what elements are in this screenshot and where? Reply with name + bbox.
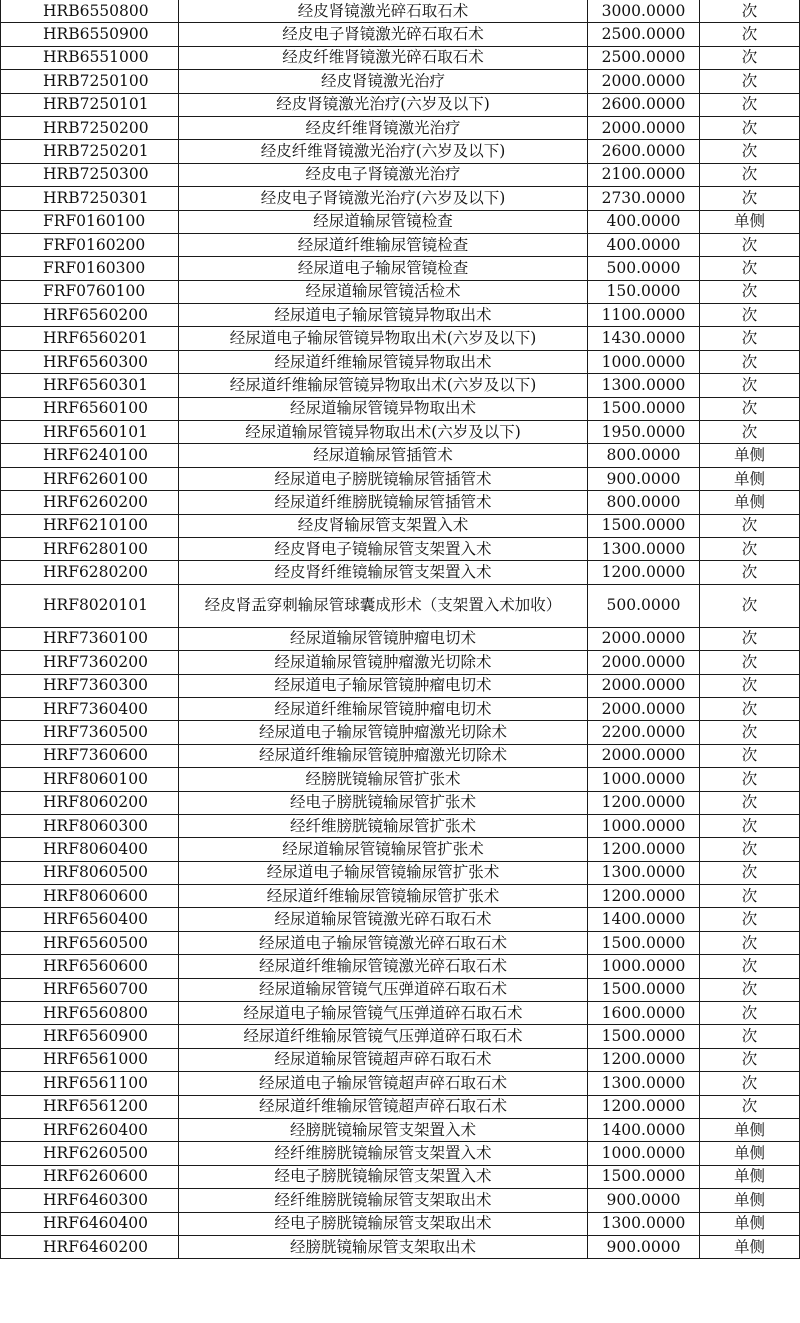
table-row (1, 955, 800, 978)
item-code-cell: HRB7250300 (1, 163, 179, 186)
item-code-cell: HRB7250200 (1, 116, 179, 139)
table-row (1, 651, 800, 674)
item-name-cell: 经尿道纤维输尿管镜肿瘤激光切除术 (179, 744, 588, 767)
table-row (1, 931, 800, 954)
item-price-cell: 1950.0000 (588, 421, 700, 444)
item-price-cell: 2600.0000 (588, 140, 700, 163)
item-code-cell: HRF6561100 (1, 1072, 179, 1095)
item-price-cell: 3000.0000 (588, 0, 700, 23)
item-name-cell: 经皮纤维肾镜激光治疗 (179, 116, 588, 139)
item-unit-cell: 次 (700, 280, 800, 303)
item-name-cell: 经尿道输尿管镜超声碎石取石术 (179, 1048, 588, 1071)
item-name-cell: 经纤维膀胱镜输尿管扩张术 (179, 814, 588, 837)
table-row (1, 1165, 800, 1188)
item-price-cell: 2500.0000 (588, 23, 700, 46)
table-row (1, 861, 800, 884)
table-row (1, 744, 800, 767)
item-name-cell: 经皮肾镜激光碎石取石术 (179, 0, 588, 23)
item-code-cell: HRF7360200 (1, 651, 179, 674)
item-unit-cell: 次 (700, 674, 800, 697)
table-row (1, 584, 800, 627)
item-code-cell: HRF6560300 (1, 350, 179, 373)
item-price-cell: 1000.0000 (588, 1142, 700, 1165)
item-unit-cell: 次 (700, 93, 800, 116)
item-name-cell: 经尿道纤维输尿管镜异物取出术(六岁及以下) (179, 374, 588, 397)
item-unit-cell: 次 (700, 304, 800, 327)
table-row (1, 233, 800, 256)
table-row (1, 885, 800, 908)
item-price-cell: 1400.0000 (588, 908, 700, 931)
item-price-cell: 1100.0000 (588, 304, 700, 327)
table-row (1, 210, 800, 233)
item-name-cell: 经膀胱镜输尿管扩张术 (179, 768, 588, 791)
item-name-cell: 经尿道输尿管插管术 (179, 444, 588, 467)
item-code-cell: HRF6560101 (1, 421, 179, 444)
table-row (1, 397, 800, 420)
table-row (1, 467, 800, 490)
item-code-cell: HRF6560200 (1, 304, 179, 327)
item-price-cell: 500.0000 (588, 584, 700, 627)
item-price-cell: 800.0000 (588, 491, 700, 514)
item-unit-cell: 次 (700, 0, 800, 23)
item-code-cell: FRF0160300 (1, 257, 179, 280)
item-code-cell: HRB7250201 (1, 140, 179, 163)
table-row (1, 1189, 800, 1212)
item-price-cell: 1500.0000 (588, 1165, 700, 1188)
table-row (1, 1072, 800, 1095)
item-name-cell: 经尿道电子输尿管镜输尿管扩张术 (179, 861, 588, 884)
item-name-cell: 经尿道电子膀胱镜输尿管插管术 (179, 467, 588, 490)
item-price-cell: 1200.0000 (588, 791, 700, 814)
item-name-cell: 经尿道输尿管镜激光碎石取石术 (179, 908, 588, 931)
item-code-cell: HRF6240100 (1, 444, 179, 467)
item-name-cell: 经膀胱镜输尿管支架取出术 (179, 1235, 588, 1258)
item-unit-cell: 次 (700, 885, 800, 908)
table-row (1, 374, 800, 397)
item-code-cell: HRF6560500 (1, 931, 179, 954)
item-name-cell: 经尿道电子输尿管镜检查 (179, 257, 588, 280)
item-name-cell: 经膀胱镜输尿管支架置入术 (179, 1118, 588, 1141)
table-row (1, 187, 800, 210)
item-price-cell: 2000.0000 (588, 744, 700, 767)
item-name-cell: 经尿道输尿管镜肿瘤激光切除术 (179, 651, 588, 674)
item-price-cell: 2000.0000 (588, 116, 700, 139)
item-code-cell: HRF6260400 (1, 1118, 179, 1141)
item-name-cell: 经尿道电子输尿管镜肿瘤电切术 (179, 674, 588, 697)
item-price-cell: 2000.0000 (588, 627, 700, 650)
item-price-cell: 2200.0000 (588, 721, 700, 744)
item-name-cell: 经皮肾镜激光治疗(六岁及以下) (179, 93, 588, 116)
item-code-cell: HRB6550800 (1, 0, 179, 23)
item-price-cell: 400.0000 (588, 210, 700, 233)
table-row (1, 304, 800, 327)
item-name-cell: 经尿道输尿管镜肿瘤电切术 (179, 627, 588, 650)
table-row (1, 327, 800, 350)
item-price-cell: 1200.0000 (588, 838, 700, 861)
item-price-cell: 150.0000 (588, 280, 700, 303)
item-code-cell: HRB7250101 (1, 93, 179, 116)
table-row (1, 908, 800, 931)
item-name-cell: 经皮肾纤维镜输尿管支架置入术 (179, 561, 588, 584)
item-code-cell: HRF6561200 (1, 1095, 179, 1118)
item-unit-cell: 单侧 (700, 467, 800, 490)
table-row (1, 1025, 800, 1048)
item-code-cell: HRF8060600 (1, 885, 179, 908)
table-row (1, 70, 800, 93)
item-unit-cell: 次 (700, 140, 800, 163)
item-code-cell: HRB7250100 (1, 70, 179, 93)
item-name-cell: 经电子膀胱镜输尿管扩张术 (179, 791, 588, 814)
item-name-cell: 经尿道纤维输尿管镜肿瘤电切术 (179, 697, 588, 720)
table-row (1, 163, 800, 186)
item-name-cell: 经皮肾电子镜输尿管支架置入术 (179, 537, 588, 560)
item-unit-cell: 次 (700, 1072, 800, 1095)
item-price-cell: 1200.0000 (588, 561, 700, 584)
item-price-cell: 2600.0000 (588, 93, 700, 116)
item-name-cell: 经尿道电子输尿管镜气压弹道碎石取石术 (179, 1002, 588, 1025)
item-name-cell: 经尿道纤维输尿管镜超声碎石取石术 (179, 1095, 588, 1118)
item-price-cell: 1300.0000 (588, 537, 700, 560)
item-code-cell: HRF8060400 (1, 838, 179, 861)
item-unit-cell: 次 (700, 627, 800, 650)
item-price-cell: 1430.0000 (588, 327, 700, 350)
item-code-cell: HRF6560900 (1, 1025, 179, 1048)
item-unit-cell: 次 (700, 233, 800, 256)
item-code-cell: HRF8060500 (1, 861, 179, 884)
item-code-cell: HRF6460400 (1, 1212, 179, 1235)
item-unit-cell: 次 (700, 791, 800, 814)
item-price-cell: 2000.0000 (588, 674, 700, 697)
item-code-cell: HRF6260600 (1, 1165, 179, 1188)
item-code-cell: FRF0160200 (1, 233, 179, 256)
item-name-cell: 经皮肾镜激光治疗 (179, 70, 588, 93)
item-unit-cell: 单侧 (700, 1142, 800, 1165)
item-unit-cell: 次 (700, 697, 800, 720)
item-unit-cell: 次 (700, 1095, 800, 1118)
item-code-cell: HRF6260100 (1, 467, 179, 490)
item-code-cell: HRF6210100 (1, 514, 179, 537)
item-unit-cell: 单侧 (700, 210, 800, 233)
item-name-cell: 经皮电子肾镜激光治疗 (179, 163, 588, 186)
item-price-cell: 1200.0000 (588, 1095, 700, 1118)
item-price-cell: 1600.0000 (588, 1002, 700, 1025)
item-code-cell: HRF6560600 (1, 955, 179, 978)
table-row (1, 1212, 800, 1235)
item-unit-cell: 次 (700, 23, 800, 46)
item-name-cell: 经尿道电子输尿管镜肿瘤激光切除术 (179, 721, 588, 744)
item-code-cell: HRF6561000 (1, 1048, 179, 1071)
item-price-cell: 1300.0000 (588, 1212, 700, 1235)
item-unit-cell: 次 (700, 955, 800, 978)
item-price-cell: 900.0000 (588, 1189, 700, 1212)
item-unit-cell: 次 (700, 257, 800, 280)
item-name-cell: 经尿道输尿管镜异物取出术 (179, 397, 588, 420)
item-price-cell: 1200.0000 (588, 1048, 700, 1071)
item-code-cell: HRF8060200 (1, 791, 179, 814)
item-unit-cell: 次 (700, 838, 800, 861)
item-name-cell: 经尿道输尿管镜检查 (179, 210, 588, 233)
item-price-cell: 1000.0000 (588, 814, 700, 837)
item-code-cell: FRF0760100 (1, 280, 179, 303)
item-unit-cell: 次 (700, 1025, 800, 1048)
item-price-cell: 1500.0000 (588, 397, 700, 420)
item-code-cell: HRF8060300 (1, 814, 179, 837)
table-row (1, 978, 800, 1001)
table-row (1, 721, 800, 744)
item-name-cell: 经尿道输尿管镜输尿管扩张术 (179, 838, 588, 861)
item-code-cell: HRF6560301 (1, 374, 179, 397)
table-row (1, 627, 800, 650)
item-unit-cell: 次 (700, 814, 800, 837)
item-name-cell: 经尿道输尿管镜异物取出术(六岁及以下) (179, 421, 588, 444)
item-code-cell: HRF6560100 (1, 397, 179, 420)
item-price-cell: 2730.0000 (588, 187, 700, 210)
item-name-cell: 经尿道电子输尿管镜异物取出术(六岁及以下) (179, 327, 588, 350)
item-name-cell: 经尿道输尿管镜活检术 (179, 280, 588, 303)
item-unit-cell: 单侧 (700, 444, 800, 467)
table-row (1, 838, 800, 861)
item-unit-cell: 单侧 (700, 1235, 800, 1258)
table-row (1, 257, 800, 280)
item-name-cell: 经纤维膀胱镜输尿管支架取出术 (179, 1189, 588, 1212)
item-price-cell: 2500.0000 (588, 46, 700, 69)
table-row (1, 697, 800, 720)
table-row (1, 561, 800, 584)
item-price-cell: 1000.0000 (588, 955, 700, 978)
table-row (1, 1095, 800, 1118)
table-row (1, 116, 800, 139)
item-price-cell: 2000.0000 (588, 70, 700, 93)
item-price-cell: 500.0000 (588, 257, 700, 280)
item-name-cell: 经皮电子肾镜激光碎石取石术 (179, 23, 588, 46)
item-price-cell: 2100.0000 (588, 163, 700, 186)
item-code-cell: HRF6460300 (1, 1189, 179, 1212)
table-row (1, 23, 800, 46)
item-code-cell: HRF6280100 (1, 537, 179, 560)
item-code-cell: HRF7360400 (1, 697, 179, 720)
table-row (1, 791, 800, 814)
item-name-cell: 经皮肾输尿管支架置入术 (179, 514, 588, 537)
item-code-cell: HRF7360100 (1, 627, 179, 650)
item-code-cell: HRF6260500 (1, 1142, 179, 1165)
item-name-cell: 经尿道输尿管镜气压弹道碎石取石术 (179, 978, 588, 1001)
item-price-cell: 1500.0000 (588, 1025, 700, 1048)
table-row (1, 350, 800, 373)
item-price-cell: 2000.0000 (588, 697, 700, 720)
item-price-cell: 1300.0000 (588, 374, 700, 397)
item-code-cell: HRB6550900 (1, 23, 179, 46)
item-name-cell: 经皮电子肾镜激光治疗(六岁及以下) (179, 187, 588, 210)
item-unit-cell: 次 (700, 350, 800, 373)
item-price-cell: 2000.0000 (588, 651, 700, 674)
table-row (1, 93, 800, 116)
item-unit-cell: 次 (700, 163, 800, 186)
item-code-cell: HRF6260200 (1, 491, 179, 514)
item-code-cell: HRF6560700 (1, 978, 179, 1001)
item-code-cell: HRF8060100 (1, 768, 179, 791)
table-row (1, 1118, 800, 1141)
table-row (1, 1048, 800, 1071)
item-unit-cell: 次 (700, 978, 800, 1001)
item-unit-cell: 次 (700, 744, 800, 767)
item-unit-cell: 次 (700, 651, 800, 674)
item-price-cell: 1200.0000 (588, 885, 700, 908)
table-row (1, 280, 800, 303)
item-price-cell: 1500.0000 (588, 514, 700, 537)
item-unit-cell: 次 (700, 584, 800, 627)
item-unit-cell: 次 (700, 46, 800, 69)
item-name-cell: 经尿道纤维输尿管镜输尿管扩张术 (179, 885, 588, 908)
item-price-cell: 1400.0000 (588, 1118, 700, 1141)
item-name-cell: 经尿道纤维膀胱镜输尿管插管术 (179, 491, 588, 514)
item-price-cell: 900.0000 (588, 1235, 700, 1258)
item-code-cell: FRF0160100 (1, 210, 179, 233)
fee-schedule-body (1, 0, 800, 1259)
item-unit-cell: 次 (700, 187, 800, 210)
item-price-cell: 1000.0000 (588, 768, 700, 791)
item-name-cell: 经尿道纤维输尿管镜气压弹道碎石取石术 (179, 1025, 588, 1048)
table-row (1, 491, 800, 514)
item-price-cell: 1500.0000 (588, 931, 700, 954)
table-row (1, 1142, 800, 1165)
item-unit-cell: 单侧 (700, 1189, 800, 1212)
item-unit-cell: 单侧 (700, 1165, 800, 1188)
item-unit-cell: 次 (700, 327, 800, 350)
table-row (1, 814, 800, 837)
item-price-cell: 1300.0000 (588, 861, 700, 884)
table-row (1, 0, 800, 23)
table-row (1, 537, 800, 560)
item-name-cell: 经尿道电子输尿管镜超声碎石取石术 (179, 1072, 588, 1095)
item-name-cell: 经尿道电子输尿管镜激光碎石取石术 (179, 931, 588, 954)
item-code-cell: HRF6560800 (1, 1002, 179, 1025)
table-row (1, 46, 800, 69)
item-unit-cell: 次 (700, 421, 800, 444)
item-code-cell: HRB7250301 (1, 187, 179, 210)
item-unit-cell: 次 (700, 931, 800, 954)
item-name-cell: 经皮纤维肾镜激光碎石取石术 (179, 46, 588, 69)
item-price-cell: 400.0000 (588, 233, 700, 256)
item-unit-cell: 单侧 (700, 491, 800, 514)
item-code-cell: HRF6560201 (1, 327, 179, 350)
item-price-cell: 800.0000 (588, 444, 700, 467)
table-row (1, 514, 800, 537)
item-unit-cell: 单侧 (700, 1212, 800, 1235)
item-unit-cell: 次 (700, 514, 800, 537)
table-row (1, 140, 800, 163)
table-row (1, 421, 800, 444)
item-unit-cell: 次 (700, 1048, 800, 1071)
item-name-cell: 经尿道纤维输尿管镜激光碎石取石术 (179, 955, 588, 978)
item-unit-cell: 次 (700, 908, 800, 931)
item-code-cell: HRF6280200 (1, 561, 179, 584)
item-unit-cell: 次 (700, 116, 800, 139)
item-code-cell: HRB6551000 (1, 46, 179, 69)
item-unit-cell: 次 (700, 1002, 800, 1025)
item-code-cell: HRF8020101 (1, 584, 179, 627)
item-unit-cell: 单侧 (700, 1118, 800, 1141)
item-unit-cell: 次 (700, 721, 800, 744)
item-price-cell: 1500.0000 (588, 978, 700, 1001)
item-unit-cell: 次 (700, 397, 800, 420)
item-code-cell: HRF7360600 (1, 744, 179, 767)
item-unit-cell: 次 (700, 537, 800, 560)
item-name-cell: 经尿道纤维输尿管镜检查 (179, 233, 588, 256)
table-row (1, 444, 800, 467)
item-unit-cell: 次 (700, 561, 800, 584)
table-row (1, 674, 800, 697)
item-name-cell: 经尿道纤维输尿管镜异物取出术 (179, 350, 588, 373)
item-unit-cell: 次 (700, 374, 800, 397)
item-price-cell: 900.0000 (588, 467, 700, 490)
item-name-cell: 经尿道电子输尿管镜异物取出术 (179, 304, 588, 327)
table-row (1, 1002, 800, 1025)
item-code-cell: HRF6460200 (1, 1235, 179, 1258)
item-code-cell: HRF6560400 (1, 908, 179, 931)
item-name-cell: 经电子膀胱镜输尿管支架取出术 (179, 1212, 588, 1235)
item-name-cell: 经皮纤维肾镜激光治疗(六岁及以下) (179, 140, 588, 163)
item-name-cell: 经皮肾盂穿刺输尿管球囊成形术（支架置入术加收） (179, 584, 588, 627)
item-unit-cell: 次 (700, 861, 800, 884)
item-unit-cell: 次 (700, 70, 800, 93)
item-price-cell: 1300.0000 (588, 1072, 700, 1095)
item-name-cell: 经纤维膀胱镜输尿管支架置入术 (179, 1142, 588, 1165)
item-code-cell: HRF7360500 (1, 721, 179, 744)
item-name-cell: 经电子膀胱镜输尿管支架置入术 (179, 1165, 588, 1188)
table-row (1, 768, 800, 791)
table-row (1, 1235, 800, 1258)
item-unit-cell: 次 (700, 768, 800, 791)
item-price-cell: 1000.0000 (588, 350, 700, 373)
item-code-cell: HRF7360300 (1, 674, 179, 697)
